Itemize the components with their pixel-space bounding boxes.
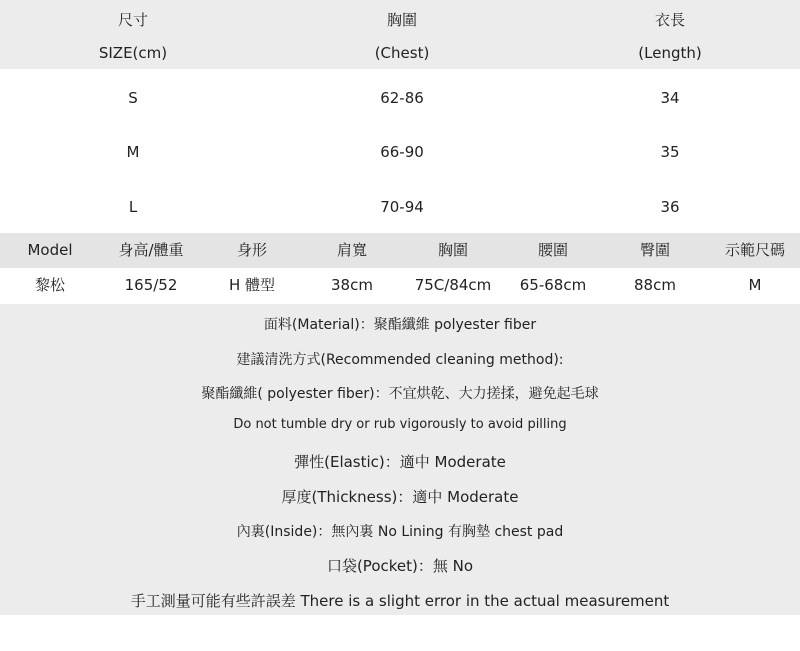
size-header-en: SIZE(cm) [98,44,168,62]
chest-cell: 62-86 [380,89,424,107]
size-header-zh: 尺寸 [117,11,148,29]
product-notes [0,304,800,615]
cleaning-note-zh: 聚酯纖維( polyester fiber)：不宜烘乾、大力搓揉，避免起毛球 [201,386,599,402]
model-cell: M [748,276,762,294]
thickness-note: 厚度(Thickness)：適中 Moderate [281,488,519,506]
cleaning-note-en: Do not tumble dry or rub vigorously to avoid pilling [233,417,567,432]
model-cell: 65-68cm [519,276,587,294]
size-cell: S [128,89,138,107]
chest-cell: 66-90 [380,143,424,161]
lining-note: 內裏(Inside)：無內裏 No Lining 有胸墊 chest pad [236,524,564,540]
length-cell: 36 [660,198,680,216]
elastic-note: 彈性(Elastic)：適中 Moderate [294,453,506,471]
material-note: 面料(Material)：聚酯纖維 polyester fiber [263,317,537,333]
model-cell: H 體型 [228,276,276,294]
length-header-en: (Length) [638,44,702,62]
length-header-zh: 衣長 [654,11,685,29]
length-cell: 34 [660,89,680,107]
model-cell: 88cm [634,276,676,294]
model-header-cell: 身形 [236,241,267,259]
model-cell: 38cm [331,276,373,294]
chest-header-zh: 胸圍 [386,11,417,29]
model-header-cell: 腰圍 [537,241,568,259]
size-cell: M [126,143,140,161]
model-table-header [0,233,800,268]
model-cell: 75C/84cm [414,276,492,294]
length-cell: 35 [660,143,680,161]
cleaning-note-heading: 建議清洗方式(Recommended cleaning method): [236,352,564,368]
model-header-cell: 胸圍 [437,241,468,259]
model-cell: 黎松 [34,276,65,294]
model-header-cell: 臀圍 [639,241,670,259]
size-cell: L [128,198,138,216]
model-header-cell: 示範尺碼 [724,241,785,259]
model-header-cell: Model [27,241,73,259]
model-header-cell: 身高/體重 [118,241,184,259]
chest-header-en: (Chest) [374,44,430,62]
pocket-note: 口袋(Pocket)：無 No [326,557,474,575]
model-cell: 165/52 [124,276,178,294]
model-table-row [0,268,800,304]
measurement-disclaimer: 手工測量可能有些許誤差 There is a slight error in the actual measurement [130,592,670,610]
model-header-cell: 肩寬 [336,241,367,259]
chest-cell: 70-94 [380,198,424,216]
